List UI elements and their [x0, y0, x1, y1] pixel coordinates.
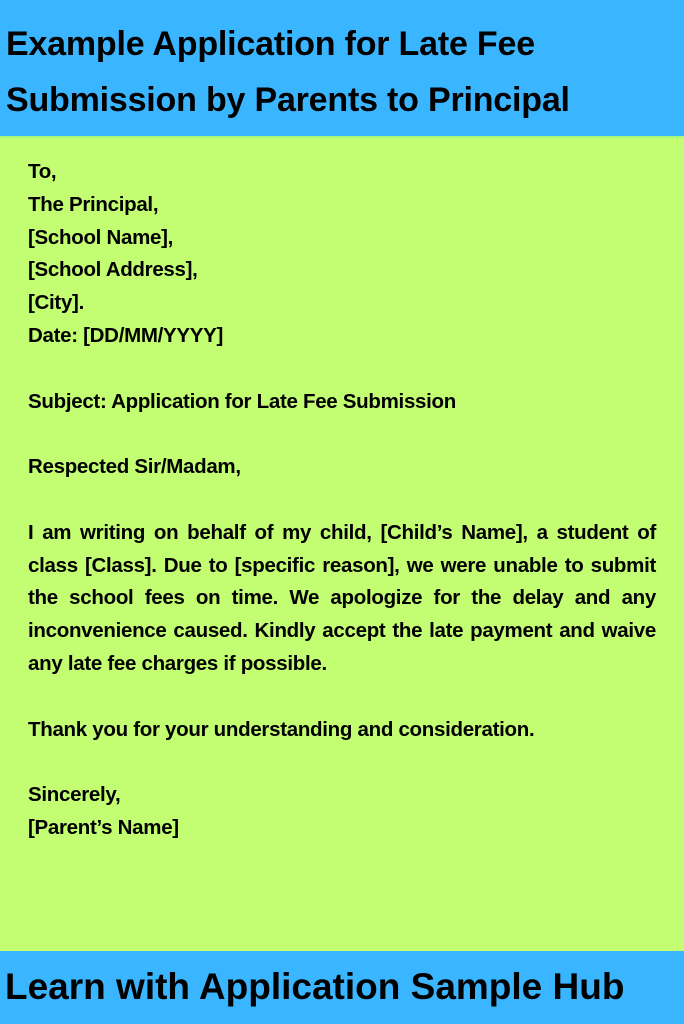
footer-tagline: Learn with Application Sample Hub [5, 966, 625, 1007]
letter-date: Date: [DD/MM/YYYY] [28, 323, 224, 347]
letter-sign-off: Sincerely, [28, 783, 121, 807]
footer-banner [0, 951, 684, 1024]
spacer [28, 681, 656, 714]
header-banner [0, 0, 684, 136]
spacer [28, 418, 656, 451]
letter-signature: [Parent’s Name] [28, 815, 179, 839]
address-recipient: The Principal, [28, 192, 159, 216]
address-to: To, [28, 160, 57, 183]
letter-body-paragraph: I am writing on behalf of my child, [Child’s Name], a student of class [Class]. Due to [specific reason], we were unable to submit the school fees on time. We apologize for the delay and any inconvenience caused. Kindly accept the late payment and waive any late fee charges if possible. [28, 520, 656, 675]
address-school-address: [School Address], [28, 258, 198, 282]
letter-salutation: Respected Sir/Madam, [28, 455, 241, 479]
address-school-name: [School Name], [28, 225, 174, 249]
header-divider [0, 136, 684, 138]
address-city: [City]. [28, 291, 84, 315]
spacer [28, 746, 656, 779]
letter-closing-line: Thank you for your understanding and consideration. [28, 717, 535, 741]
letter-body [28, 156, 656, 845]
page-title: Example Application for Late Fee Submission by Parents to Principal [6, 25, 570, 119]
letter-subject: Subject: Application for Late Fee Submission [28, 389, 456, 413]
spacer [28, 484, 656, 517]
spacer [28, 353, 656, 386]
